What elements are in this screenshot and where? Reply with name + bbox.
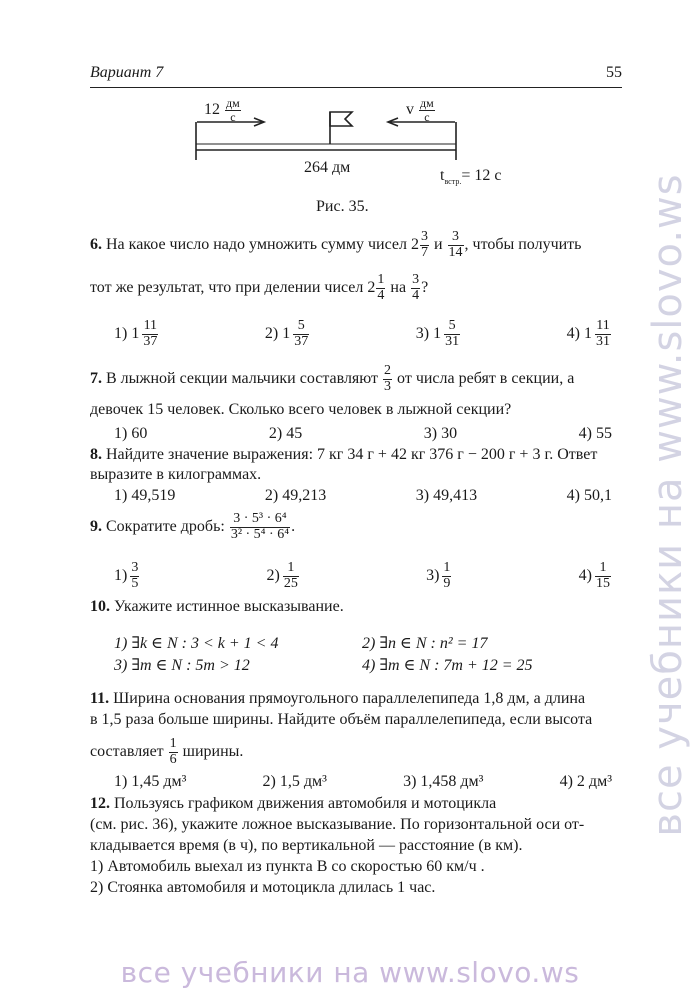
q7-option-3: 3) 30 xyxy=(423,425,458,442)
q11-option-3: 3) 1,458 дм³ xyxy=(403,773,484,790)
watermark-vertical: все учебники на www.slovo.ws xyxy=(645,173,691,837)
q10-line1: 10. Укажите истинное высказывание. xyxy=(90,598,344,615)
variant-title: Вариант 7 xyxy=(90,64,164,81)
right-speed: v $\frac{дм}{с}$ xyxy=(406,96,434,124)
q6-option-1: 1) 1 $\frac{11}{37}$ xyxy=(114,318,158,349)
q12-line5: 2) Стоянка автомобиля и мотоцикла длилась 1 час. xyxy=(90,879,436,896)
q7-option-2: 2) 45 xyxy=(268,425,303,442)
q7-option-1: 1) 60 xyxy=(114,425,148,442)
q10-option-4: 4) ∃m ∈ N : 7m + 12 = 25 xyxy=(362,657,533,674)
page-header xyxy=(90,63,622,88)
distance-label: 264 дм xyxy=(304,159,351,176)
q8-options xyxy=(114,487,612,505)
q6-options xyxy=(114,319,612,349)
q8-line1: 8. Найдите значение выражения: 7 кг 34 г + 42 кг 376 г − 200 г + 3 г. Ответ xyxy=(90,446,598,463)
q12-line3: кладывается время (в ч), по вертикальной — расстояние (в км). xyxy=(90,837,523,854)
q6-line1: 6. На какое число надо умножить сумму чисел 2 $\frac{3}{7}$ и $\frac{3}{14}$ , чтобы получить xyxy=(90,229,582,260)
q6-line2: тот же результат, что при делении чисел 2 $\frac{1}{4}$ на $\frac{3}{4}$ ? xyxy=(90,272,429,303)
q11-option-2: 2) 1,5 дм³ xyxy=(262,773,327,790)
q6-option-2: 2) 1 $\frac{5}{37}$ xyxy=(264,318,309,349)
q12-line1: 12. Пользуясь графиком движения автомобиля и мотоцикла xyxy=(90,795,497,812)
q6-option-4: 4) 1 $\frac{11}{31}$ xyxy=(566,318,610,349)
q11-options xyxy=(114,773,612,791)
q8-line2: выразите в килограммах. xyxy=(90,466,262,483)
q10-option-1: 1) ∃k ∈ N : 3 < k + 1 < 4 xyxy=(114,635,279,652)
left-speed: 12 $\frac{дм}{с}$ xyxy=(204,96,240,124)
q6-option-3: 3) 1 $\frac{5}{31}$ xyxy=(415,318,460,349)
q8-option-3: 3) 49,413 xyxy=(415,487,478,504)
page-number: 55 xyxy=(606,64,622,81)
q11-option-1: 1) 1,45 дм³ xyxy=(114,773,187,790)
figure-caption: Рис. 35. xyxy=(316,198,369,215)
watermark-bottom: все учебники на www.slovo.ws xyxy=(120,956,580,989)
q11-line3: составляет $\frac{1}{6}$ ширины. xyxy=(90,736,244,767)
q11-line1: 11. Ширина основания прямоугольного параллелепипеда 1,8 дм, а длина xyxy=(90,690,586,707)
q9-options xyxy=(114,561,612,591)
q9-option-2: 2) $\frac{1}{25}$ xyxy=(266,560,298,591)
q8-option-1: 1) 49,519 xyxy=(114,487,176,504)
q10-option-2: 2) ∃n ∈ N : n² = 17 xyxy=(362,635,488,652)
meeting-time: $t_{встр.}= 12$ с xyxy=(440,167,502,187)
q7-line1: 7. В лыжной секции мальчики составляют $\frac{2}{3}$ от числа ребят в секции, а xyxy=(90,363,575,394)
q7-option-4: 4) 55 xyxy=(578,425,612,442)
q9-option-4: 4) $\frac{1}{15}$ xyxy=(578,560,610,591)
q8-option-4: 4) 50,1 xyxy=(566,487,612,504)
q11-line2: в 1,5 раза больше ширины. Найдите объём параллелепипеда, если высота xyxy=(90,711,593,728)
q10-option-3: 3) ∃m ∈ N : 5m > 12 xyxy=(114,657,250,674)
q7-options xyxy=(114,425,612,443)
q12-line4: 1) Автомобиль выехал из пункта B со скоростью 60 км/ч . xyxy=(90,858,485,875)
q9-option-1: 1) $\frac{3}{5}$ xyxy=(114,560,139,591)
q11-option-4: 4) 2 дм³ xyxy=(559,773,612,790)
q9-option-3: 3) $\frac{1}{9}$ xyxy=(426,560,451,591)
q9-line1: 9. Сократите дробь: $\frac{\text{3 · 5³ · 6⁴}}{\text{3² · 5⁴ · 6⁴}}$ . xyxy=(90,511,296,542)
q12-line2: (см. рис. 36), укажите ложное высказывание. По горизонтальной оси от- xyxy=(90,816,585,833)
q7-line2: девочек 15 человек. Сколько всего человек в лыжной секции? xyxy=(90,401,512,418)
q8-option-2: 2) 49,213 xyxy=(264,487,327,504)
